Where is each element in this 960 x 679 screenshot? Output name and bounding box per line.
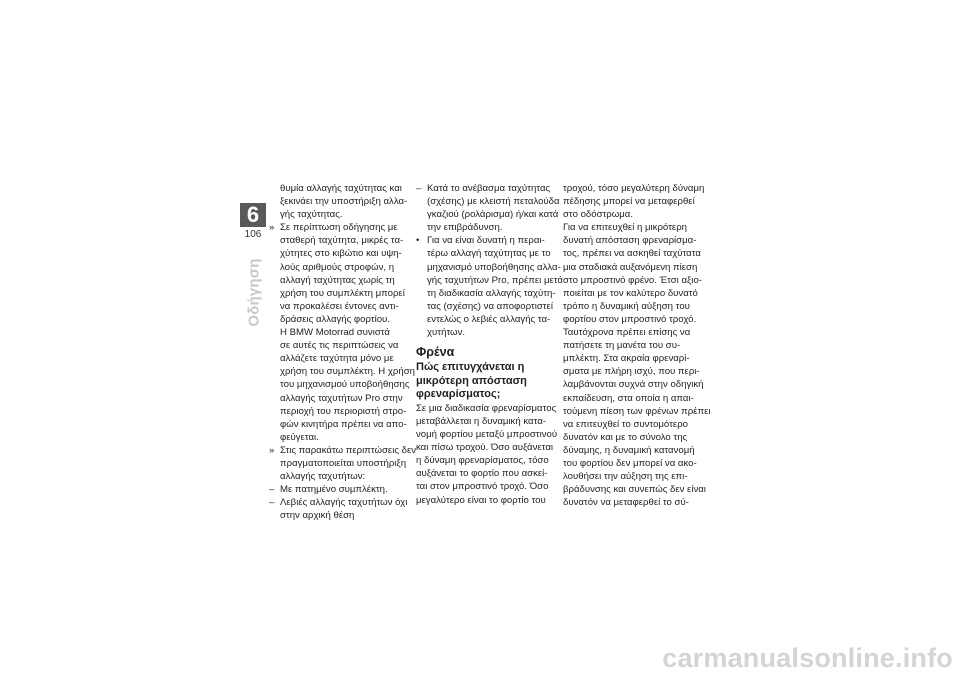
text-line	[269, 365, 415, 378]
line-text: Η BMW Motorrad συνιστά	[280, 327, 390, 339]
line-text: δύναμης, η δυναμική κατανομή	[563, 444, 695, 456]
line-text: λουθήσει την αύξηση της επι-	[563, 471, 688, 483]
bullet-line	[416, 182, 558, 195]
text-line	[563, 418, 705, 431]
line-text: Πώς επιτυγχάνεται η	[416, 361, 525, 374]
section-title-brakes: Φρένα	[416, 345, 455, 360]
line-text: δυνατόν και με το σύνολο της	[563, 431, 688, 443]
text-column-1	[269, 182, 417, 522]
text-line	[269, 313, 411, 326]
text-line	[563, 352, 705, 365]
bullet-marker: »	[269, 222, 275, 234]
line-text: σε αυτές τις περιπτώσεις να	[280, 340, 399, 352]
chapter-number: 6	[246, 202, 260, 227]
text-line	[269, 470, 411, 483]
line-text: χρήση του συμπλέκτη. Η χρήση	[280, 366, 415, 378]
line-text: περιοχή του περιοριστή στρο-	[280, 405, 407, 417]
line-text: να προκαλέσει έντονες αντι-	[280, 300, 399, 312]
line-text: Κατά το ανέβασμα ταχύτητας	[427, 183, 551, 194]
line-text: Με πατημένο συμπλέκτη.	[280, 484, 388, 496]
text-line	[563, 195, 705, 208]
line-text: σματα με πλήρη ισχύ, που περι-	[563, 366, 700, 378]
line-text: μια σταδιακά αυξανόμενη πίεση	[563, 261, 698, 273]
text-line	[269, 234, 411, 247]
line-text: εντελώς ο λεβιές αλλαγής τα-	[427, 313, 551, 325]
text-line	[416, 388, 558, 402]
bullet-line	[269, 496, 411, 509]
line-text: αλλάζετε ταχύτητα μόνο με	[280, 353, 394, 365]
line-text: γής ταχυτήτων Pro, πρέπει μετά	[427, 274, 563, 286]
line-text: φορτίου στον μπροστινό τροχό.	[563, 313, 697, 325]
line-text: πραγματοποιείται υποστήριξη	[280, 457, 407, 469]
line-text: αλλαγή ταχύτητας χωρίς τη	[280, 274, 395, 286]
text-line	[416, 300, 558, 313]
text-column-2	[416, 182, 563, 507]
line-text: βράδυνσης και συνεπώς δεν είναι	[563, 484, 706, 496]
text-line	[269, 339, 411, 352]
text-line	[563, 431, 705, 444]
text-line	[563, 326, 705, 339]
line-text: Ταυτόχρονα πρέπει επίσης να	[563, 327, 691, 339]
text-line	[416, 247, 558, 260]
text-line	[416, 402, 558, 415]
line-text: (σχέσης) με κλειστή πεταλούδα	[427, 196, 560, 208]
text-line	[563, 274, 705, 287]
text-line	[269, 287, 411, 300]
text-line	[269, 431, 411, 444]
text-line	[563, 287, 705, 300]
bullet-line	[269, 483, 411, 496]
text-line	[269, 509, 411, 522]
text-line	[416, 375, 558, 389]
line-text: του μηχανισμού υποβοήθησης	[280, 379, 410, 391]
line-text: μεγαλύτερο είναι το φορτίο του	[416, 494, 546, 506]
line-text: αλλαγής ταχυτήτων:	[280, 471, 366, 483]
line-text: γκαζιού (ρολάρισμα) ή/και κατά	[427, 209, 559, 221]
text-line	[416, 261, 561, 274]
subsection-title	[416, 361, 558, 402]
line-text: λαμβάνονται συχνά στην οδηγική	[563, 379, 704, 391]
line-text: Σε μια διαδικασία φρεναρίσματος	[416, 402, 557, 414]
line-text: τη διαδικασία αλλαγής ταχύτη-	[427, 287, 556, 299]
chapter-tab	[240, 203, 266, 227]
line-text: στην αρχική θέση	[280, 510, 355, 522]
bullet-marker: –	[416, 183, 422, 194]
text-line	[269, 274, 411, 287]
line-text: νομή φορτίου μεταξύ μπροστινού	[416, 429, 558, 441]
text-line	[416, 428, 558, 441]
line-text: Στις παρακάτω περιπτώσεις δεν	[280, 444, 417, 456]
line-text: λούς αριθμούς στροφών, η	[280, 261, 395, 273]
text-line	[269, 300, 411, 313]
text-line	[416, 415, 558, 428]
line-text: του φορτίου δεν μπορεί να ακο-	[563, 457, 697, 469]
text-line	[416, 454, 558, 467]
line-text: δυνατή απόσταση φρεναρίσμα-	[563, 235, 697, 247]
text-line	[269, 418, 411, 431]
page-number: 106	[244, 229, 262, 240]
text-line	[269, 208, 411, 221]
line-text: την επιβράδυνση.	[427, 222, 503, 234]
text-line	[563, 339, 705, 352]
line-text: φρεναρίσματος;	[416, 388, 501, 401]
line-text: ποιείται με τον καλύτερο δυνατό	[563, 287, 698, 299]
line-text: τούμενη πίεση των φρένων πρέπει	[563, 405, 711, 417]
text-line	[563, 313, 705, 326]
line-text: γής ταχύτητας.	[280, 209, 343, 221]
text-line	[563, 444, 705, 457]
text-line	[563, 208, 705, 221]
text-line	[416, 361, 558, 375]
bullet-marker: •	[416, 235, 420, 247]
text-line	[416, 494, 558, 507]
line-text: στο μπροστινό φρένο. Έτσι αξιο-	[563, 274, 702, 286]
text-line	[269, 261, 411, 274]
text-line	[269, 352, 411, 365]
line-text: χύτητες στο κιβώτιο και υψη-	[280, 248, 402, 260]
text-line	[563, 221, 705, 234]
bullet-marker: –	[269, 497, 275, 509]
line-text: αυξάνεται το φορτίο που ασκεί-	[416, 468, 548, 480]
line-text: και πίσω τροχού. Όσο αυξάνεται	[416, 442, 554, 454]
text-line	[563, 496, 705, 509]
line-text: φεύγεται.	[280, 431, 319, 443]
text-line	[269, 247, 411, 260]
text-line	[563, 261, 705, 274]
text-line	[563, 392, 705, 405]
chapter-label: Οδήγηση	[245, 257, 263, 327]
line-text: τέρω αλλαγή ταχύτητας με το	[427, 248, 551, 260]
line-text: Σε περίπτωση οδήγησης με	[280, 222, 398, 234]
text-line	[416, 326, 558, 339]
text-line	[269, 405, 411, 418]
bullet-line	[416, 234, 558, 247]
text-line	[416, 287, 558, 300]
line-text: μεταβάλλεται η δυναμική κατα-	[416, 416, 546, 427]
line-text: δράσεις αλλαγής φορτίου.	[280, 313, 390, 325]
column-2-bottom-text	[416, 402, 558, 507]
line-text: τος, πρέπει να ασκηθεί ταχύτατα	[563, 248, 701, 260]
text-line	[416, 313, 558, 326]
text-line	[269, 182, 411, 195]
line-text: να επιτευχθεί το συντομότερο	[563, 418, 688, 430]
chapter-side-label	[244, 242, 264, 342]
text-line	[563, 470, 705, 483]
line-text: πατήσετε τη μανέτα του συ-	[563, 340, 681, 352]
text-column-3	[563, 182, 711, 509]
text-line	[269, 457, 411, 470]
line-text: τας (σχέσης) να αποφορτιστεί	[427, 300, 553, 312]
line-text: θυμία αλλαγής ταχύτητας και	[280, 183, 402, 194]
line-text: φών κινητήρα πρέπει να απο-	[280, 418, 407, 430]
text-line	[269, 195, 411, 208]
line-text: μπλέκτη. Στα ακραία φρεναρί-	[563, 353, 690, 365]
bullet-line	[269, 444, 417, 457]
line-text: χυτήτων.	[427, 327, 466, 339]
text-line	[563, 405, 711, 418]
text-line	[416, 195, 558, 208]
text-line	[563, 234, 705, 247]
line-text: τρόπο η δυναμική αύξηση του	[563, 300, 690, 312]
text-line	[416, 274, 563, 287]
bullet-marker: »	[269, 444, 275, 456]
line-text: Για να είναι δυνατή η περαι-	[427, 235, 545, 247]
line-text: τροχού, τόσο μεγαλύτερη δύναμη	[563, 183, 705, 194]
line-text: η δύναμη φρεναρίσματος, τόσο	[416, 455, 549, 467]
text-line	[563, 182, 705, 195]
line-text: ξεκινάει την υποστήριξη αλλα-	[280, 196, 408, 208]
line-text: μικρότερη απόσταση	[416, 374, 527, 387]
text-line	[416, 208, 558, 221]
text-line	[269, 392, 411, 405]
line-text: στο οδόστρωμα.	[563, 209, 633, 221]
text-line	[563, 247, 705, 260]
line-text: ται στον μπροστινό τροχό. Όσο	[416, 481, 549, 493]
text-line	[563, 483, 705, 496]
text-line	[269, 326, 411, 339]
text-line	[416, 480, 558, 493]
text-line	[416, 441, 558, 454]
bullet-line	[269, 221, 411, 234]
text-line	[563, 378, 705, 391]
text-line	[563, 365, 705, 378]
line-text: πέδησης μπορεί να μεταφερθεί	[563, 196, 695, 208]
line-text: σταθερή ταχύτητα, μικρές τα-	[280, 235, 404, 247]
text-line	[416, 221, 558, 234]
text-line	[563, 457, 705, 470]
line-text: χρήση του συμπλέκτη μπορεί	[280, 287, 405, 299]
line-text: μηχανισμό υποβοήθησης αλλα-	[427, 261, 561, 273]
column-2-top-text	[416, 182, 563, 339]
bullet-marker: –	[269, 484, 275, 496]
line-text: αλλαγής ταχυτήτων Pro στην	[280, 392, 403, 404]
text-line	[416, 467, 558, 480]
watermark: carmanualsonline.info	[662, 643, 953, 673]
line-text: Για να επιτευχθεί η μικρότερη	[563, 222, 687, 234]
line-text: Λεβιές αλλαγής ταχυτήτων όχι	[280, 497, 408, 509]
line-text: εκπαίδευση, στα οποία η απαι-	[563, 392, 694, 404]
text-line	[269, 378, 411, 391]
line-text: δυνατόν να μεταφερθεί το σύ-	[563, 497, 689, 509]
text-line	[563, 300, 705, 313]
